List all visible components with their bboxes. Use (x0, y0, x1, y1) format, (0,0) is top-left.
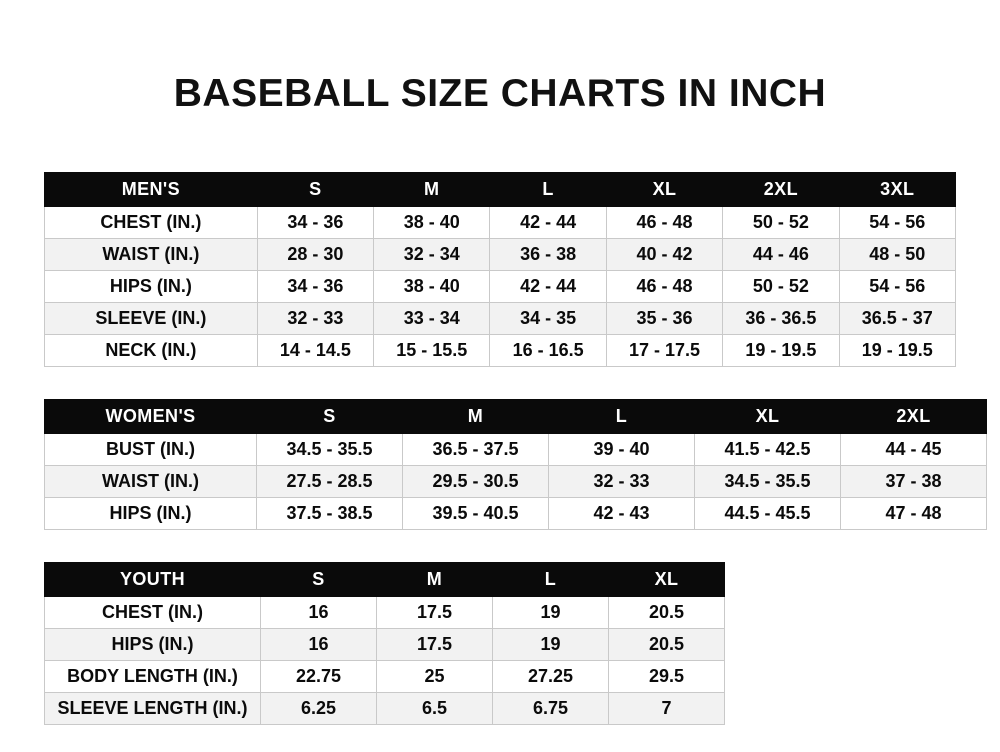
cell: 20.5 (609, 629, 725, 661)
cell: 6.75 (493, 693, 609, 725)
cell: 17.5 (377, 597, 493, 629)
table-row (45, 271, 956, 303)
cell: 39.5 - 40.5 (403, 498, 549, 530)
cell: 6.5 (377, 693, 493, 725)
cell: 20.5 (609, 597, 725, 629)
table-row (45, 661, 725, 693)
cell: 19 (493, 629, 609, 661)
cell: 36 - 36.5 (723, 303, 839, 335)
cell: 19 - 19.5 (839, 335, 955, 367)
cell: 34 - 35 (490, 303, 606, 335)
table-row (45, 335, 956, 367)
row-label: HIPS (IN.) (45, 498, 257, 530)
cell: 44.5 - 45.5 (695, 498, 841, 530)
cell: 42 - 44 (490, 207, 606, 239)
cell: 36.5 - 37.5 (403, 434, 549, 466)
cell: 19 (493, 597, 609, 629)
cell: 19 - 19.5 (723, 335, 839, 367)
cell: 17 - 17.5 (606, 335, 722, 367)
cell: 25 (377, 661, 493, 693)
cell: 38 - 40 (374, 271, 490, 303)
cell: 29.5 (609, 661, 725, 693)
cell: 44 - 45 (841, 434, 987, 466)
table-row (45, 303, 956, 335)
mens-header-l: L (490, 173, 606, 207)
table-row (45, 498, 987, 530)
youth-header-category: YOUTH (45, 563, 261, 597)
table-row (45, 466, 987, 498)
mens-header-category: MEN'S (45, 173, 258, 207)
cell: 32 - 33 (549, 466, 695, 498)
womens-header-l: L (549, 400, 695, 434)
row-label: BUST (IN.) (45, 434, 257, 466)
cell: 36 - 38 (490, 239, 606, 271)
table-header-row (45, 563, 725, 597)
row-label: CHEST (IN.) (45, 597, 261, 629)
cell: 14 - 14.5 (257, 335, 373, 367)
womens-header-category: WOMEN'S (45, 400, 257, 434)
cell: 6.25 (261, 693, 377, 725)
cell: 39 - 40 (549, 434, 695, 466)
cell: 54 - 56 (839, 271, 955, 303)
womens-header-2xl: 2XL (841, 400, 987, 434)
youth-size-table (44, 562, 725, 725)
cell: 27.5 - 28.5 (257, 466, 403, 498)
table-header-row (45, 400, 987, 434)
cell: 29.5 - 30.5 (403, 466, 549, 498)
cell: 54 - 56 (839, 207, 955, 239)
cell: 7 (609, 693, 725, 725)
row-label: WAIST (IN.) (45, 466, 257, 498)
row-label: NECK (IN.) (45, 335, 258, 367)
cell: 28 - 30 (257, 239, 373, 271)
table-header-row (45, 173, 956, 207)
cell: 44 - 46 (723, 239, 839, 271)
youth-header-m: M (377, 563, 493, 597)
cell: 46 - 48 (606, 271, 722, 303)
table-row (45, 434, 987, 466)
cell: 37.5 - 38.5 (257, 498, 403, 530)
womens-header-xl: XL (695, 400, 841, 434)
mens-header-xl: XL (606, 173, 722, 207)
cell: 35 - 36 (606, 303, 722, 335)
cell: 34 - 36 (257, 271, 373, 303)
cell: 27.25 (493, 661, 609, 693)
cell: 50 - 52 (723, 271, 839, 303)
cell: 36.5 - 37 (839, 303, 955, 335)
row-label: WAIST (IN.) (45, 239, 258, 271)
cell: 34.5 - 35.5 (257, 434, 403, 466)
cell: 15 - 15.5 (374, 335, 490, 367)
table-row (45, 597, 725, 629)
row-label: HIPS (IN.) (45, 271, 258, 303)
youth-header-xl: XL (609, 563, 725, 597)
row-label: HIPS (IN.) (45, 629, 261, 661)
cell: 33 - 34 (374, 303, 490, 335)
womens-header-m: M (403, 400, 549, 434)
cell: 42 - 44 (490, 271, 606, 303)
table-row (45, 239, 956, 271)
mens-size-table (44, 172, 956, 367)
table-spacer (44, 530, 956, 562)
row-label: BODY LENGTH (IN.) (45, 661, 261, 693)
cell: 42 - 43 (549, 498, 695, 530)
cell: 16 (261, 597, 377, 629)
youth-header-l: L (493, 563, 609, 597)
cell: 22.75 (261, 661, 377, 693)
table-row (45, 693, 725, 725)
cell: 40 - 42 (606, 239, 722, 271)
page-title: BASEBALL SIZE CHARTS IN INCH (173, 72, 827, 115)
cell: 17.5 (377, 629, 493, 661)
cell: 16 (261, 629, 377, 661)
cell: 32 - 33 (257, 303, 373, 335)
row-label: SLEEVE LENGTH (IN.) (45, 693, 261, 725)
cell: 41.5 - 42.5 (695, 434, 841, 466)
cell: 37 - 38 (841, 466, 987, 498)
youth-header-s: S (261, 563, 377, 597)
cell: 38 - 40 (374, 207, 490, 239)
cell: 46 - 48 (606, 207, 722, 239)
cell: 34 - 36 (257, 207, 373, 239)
table-spacer (44, 367, 956, 399)
table-row (45, 207, 956, 239)
cell: 34.5 - 35.5 (695, 466, 841, 498)
mens-header-m: M (374, 173, 490, 207)
cell: 32 - 34 (374, 239, 490, 271)
cell: 50 - 52 (723, 207, 839, 239)
cell: 48 - 50 (839, 239, 955, 271)
mens-header-3xl: 3XL (839, 173, 955, 207)
cell: 16 - 16.5 (490, 335, 606, 367)
cell: 47 - 48 (841, 498, 987, 530)
mens-header-s: S (257, 173, 373, 207)
row-label: CHEST (IN.) (45, 207, 258, 239)
womens-header-s: S (257, 400, 403, 434)
row-label: SLEEVE (IN.) (45, 303, 258, 335)
size-tables-container (0, 172, 1000, 725)
table-row (45, 629, 725, 661)
mens-header-2xl: 2XL (723, 173, 839, 207)
womens-size-table (44, 399, 987, 530)
